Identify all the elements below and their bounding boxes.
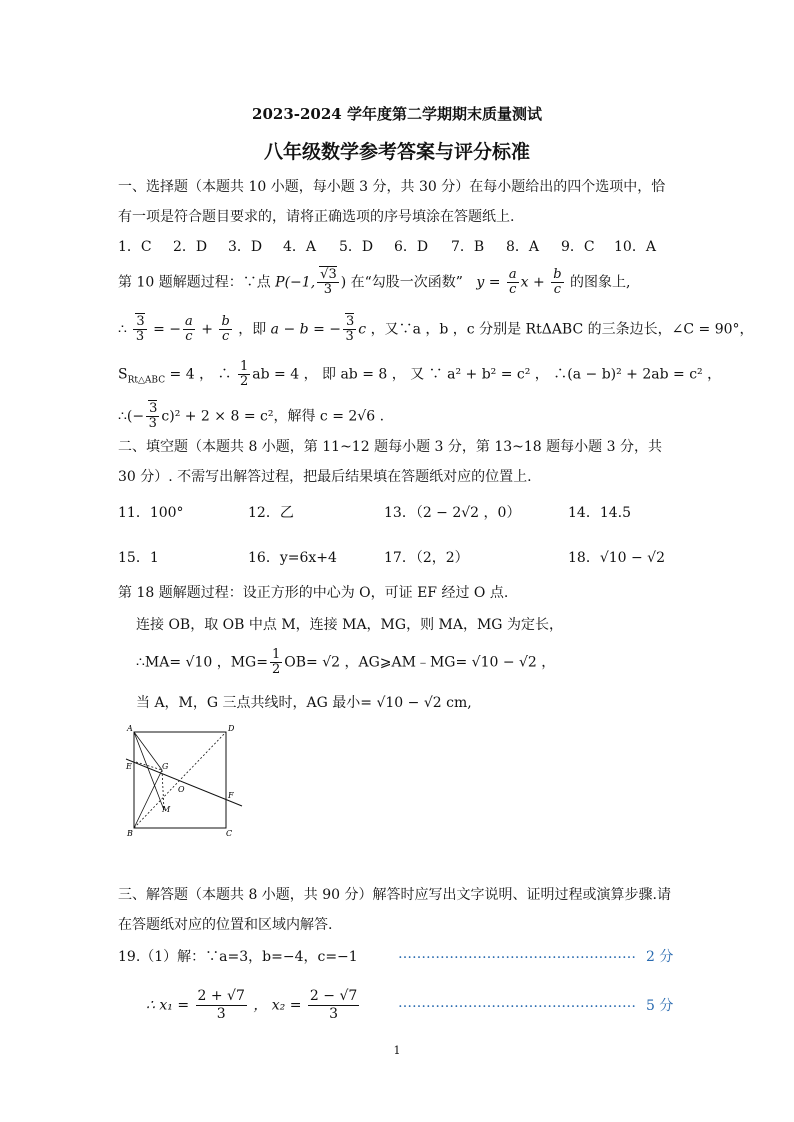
q19-x1-num: 2 + √7 [197, 988, 245, 1004]
answer-17: 17．（2，2） [384, 550, 469, 566]
diagonal-bd [134, 732, 226, 828]
label-b: B [127, 829, 133, 838]
part2-heading: 二、填空题（本题共 8 小题，第 11~12 题每小题 3 分，第 13~18 题每小题 3 分，共 30 分）. 不需写出解答过程，把最后结果填在答题纸对应的位置上. [118, 439, 662, 485]
label-f: F [228, 791, 234, 800]
exam-title: 2023-2024 学年度第二学期期末质量测试 [252, 105, 542, 123]
q19-x1-den: 3 [216, 1006, 226, 1022]
dot-leader: …………………………………………… [398, 995, 636, 1011]
q19-line2 [146, 988, 361, 1023]
q19-line1-dots [398, 946, 636, 962]
q10-l4: c)² + 2 × 8 = c²，解得 c = 2√6 . [161, 408, 385, 425]
answer-10: 10．A [614, 239, 656, 255]
q18-l2a: ∴MA= √10 ，MG= [136, 654, 268, 671]
answer-8: 8．A [506, 239, 540, 255]
q10-tail: 的图象上, [569, 274, 631, 291]
line-ef [126, 759, 242, 806]
label-g: G [162, 762, 169, 771]
answer-2: 2．D [173, 239, 208, 255]
answer-12: 12．乙 [248, 505, 294, 521]
part1-heading: 一、选择题（本题共 10 小题，每小题 3 分，共 30 分）在每小题给出的四个选项中，恰有一项是符合题目要求的，请将正确选项的序号填涂在答题纸上. [118, 179, 666, 225]
q10-l3-sub: Rt△ABC [127, 375, 166, 386]
label-e: E [126, 762, 132, 771]
q18-line1: 连接 OB，取 OB 中点 M，连接 MA，MG，则 MA，MG 为定长， [136, 617, 563, 633]
q19-x2-label: ， x₂ = [253, 997, 302, 1014]
q10-point-num: √3 [320, 267, 337, 282]
answer-11: 11．100° [118, 505, 184, 521]
answer-3: 3．D [228, 239, 263, 255]
answer-9: 9．C [561, 239, 595, 255]
q19-x2-den: 3 [329, 1006, 339, 1022]
answer-15: 15．1 [118, 550, 159, 566]
q19-x2-num: 2 − √7 [309, 988, 358, 1004]
q10-point-den: 3 [323, 282, 333, 297]
answer-18: 18．√10 − √2 [568, 550, 666, 566]
answer-13: 13．（2 − 2√2 ，0） [384, 505, 521, 521]
part3-heading: 三、解答题（本题共 8 小题，共 90 分）解答时应写出文字说明、证明过程或演算步骤.请在答题纸对应的位置和区域内解答. [118, 887, 671, 933]
q19-x1-label: ∴ x₁ = [146, 997, 190, 1014]
q10-line3: $S_{Rt\triangle ABC} = 4$ ， ∴ $\frac{1}{2}$ ab = 4 ， 即 ab = 8 ， 又 ∵ a² + b² = c² ， ∴(a − b)² + 2ab = c² ， [118, 359, 722, 389]
label-c: C [226, 829, 233, 838]
q10-line2: ∴ $\frac{3}{3}$ = − $\frac{a}{c}$ + $\frac{b}{c}$ ，即 a − b = − $\frac{3}{3}$ c ，又∵a ，b ，c 分别是 RtΔABC 的三条边长，∠C = 90°， [118, 314, 754, 344]
q19-line2-dots [398, 995, 636, 1011]
q10-l2-therefore: ∴ [118, 321, 127, 338]
q10-l2-ie: ，即 [238, 321, 267, 338]
label-a: A [127, 724, 133, 733]
part1-answers [118, 236, 678, 256]
q10-l3-s: S [118, 366, 128, 383]
answer-1: 1．C [118, 239, 152, 255]
page-number: 1 [393, 1044, 401, 1057]
q10-l3-b: = 4 ， ∴ [165, 366, 232, 383]
q10-func: y = [476, 274, 501, 291]
label-d: D [228, 724, 235, 733]
q10-point-frac [317, 268, 339, 297]
answer-5: 5．D [339, 239, 374, 255]
q18-intro: 第 18 题解题过程：设正方形的中心为 O，可证 EF 经过 O 点. [118, 585, 509, 601]
q10-l2-rest: ，又∵a ，b ，c 分别是 RtΔABC 的三条边长，∠C = 90°， [370, 321, 754, 338]
q19-line2-score: 5 分 [646, 998, 674, 1014]
q10-point: P(−1, [275, 274, 316, 291]
part2-answers-row1 [118, 502, 678, 522]
q10-mid: 在“勾股一次函数” [350, 274, 463, 291]
answer-6: 6．D [394, 239, 429, 255]
answer-16: 16．y=6x+4 [248, 550, 337, 566]
answer-14: 14．14.5 [568, 505, 631, 521]
label-o: O [178, 785, 185, 794]
q18-line3: 当 A，M，G 三点共线时，AG 最小= √10 − √2 cm, [136, 695, 472, 711]
q18-line2: ∴MA= √10 ，MG= $\frac{1}{2}$ OB= √2 ，AG⩾AM﹣MG= √10 − √2 ， [136, 647, 556, 677]
segment-am [134, 732, 164, 810]
q19-line1: 19.（1）解：∵a=3，b=−4，c=−1 [118, 949, 358, 965]
q10-line1: 第 10 题解题过程：∵点 P(−1, $\frac{√3}{3}$ ) 在“勾股一次函数” y = $\frac{a}{c}$ x + $\frac{b}{c}$ 的图象上, [118, 267, 631, 297]
q19-line1-score: 2 分 [646, 949, 674, 965]
label-m: M [162, 805, 171, 814]
dot-leader: …………………………………………… [398, 946, 636, 962]
q10-line4: ∴(− $\frac{3}{3}$ c)² + 2 × 8 = c²，解得 c = 2√6 . [118, 401, 385, 431]
q18-figure [118, 722, 248, 840]
answer-key-title: 八年级数学参考答案与评分标准 [263, 141, 530, 163]
answer-7: 7．B [451, 239, 485, 255]
segment-bg [134, 770, 162, 828]
q10-intro: 第 10 题解题过程：∵点 [118, 274, 271, 291]
segment-gm [162, 770, 164, 810]
q18-l2b: OB= √2 ，AG⩾AM﹣MG= √10 − √2 ， [284, 654, 556, 671]
q10-l3-c: ab = 4 ， 即 ab = 8 ， 又 ∵ a² + b² = c² ， ∴(a − b)² + 2ab = c² ， [252, 366, 722, 383]
answer-4: 4．A [283, 239, 317, 255]
part2-answers-row2 [118, 547, 678, 567]
